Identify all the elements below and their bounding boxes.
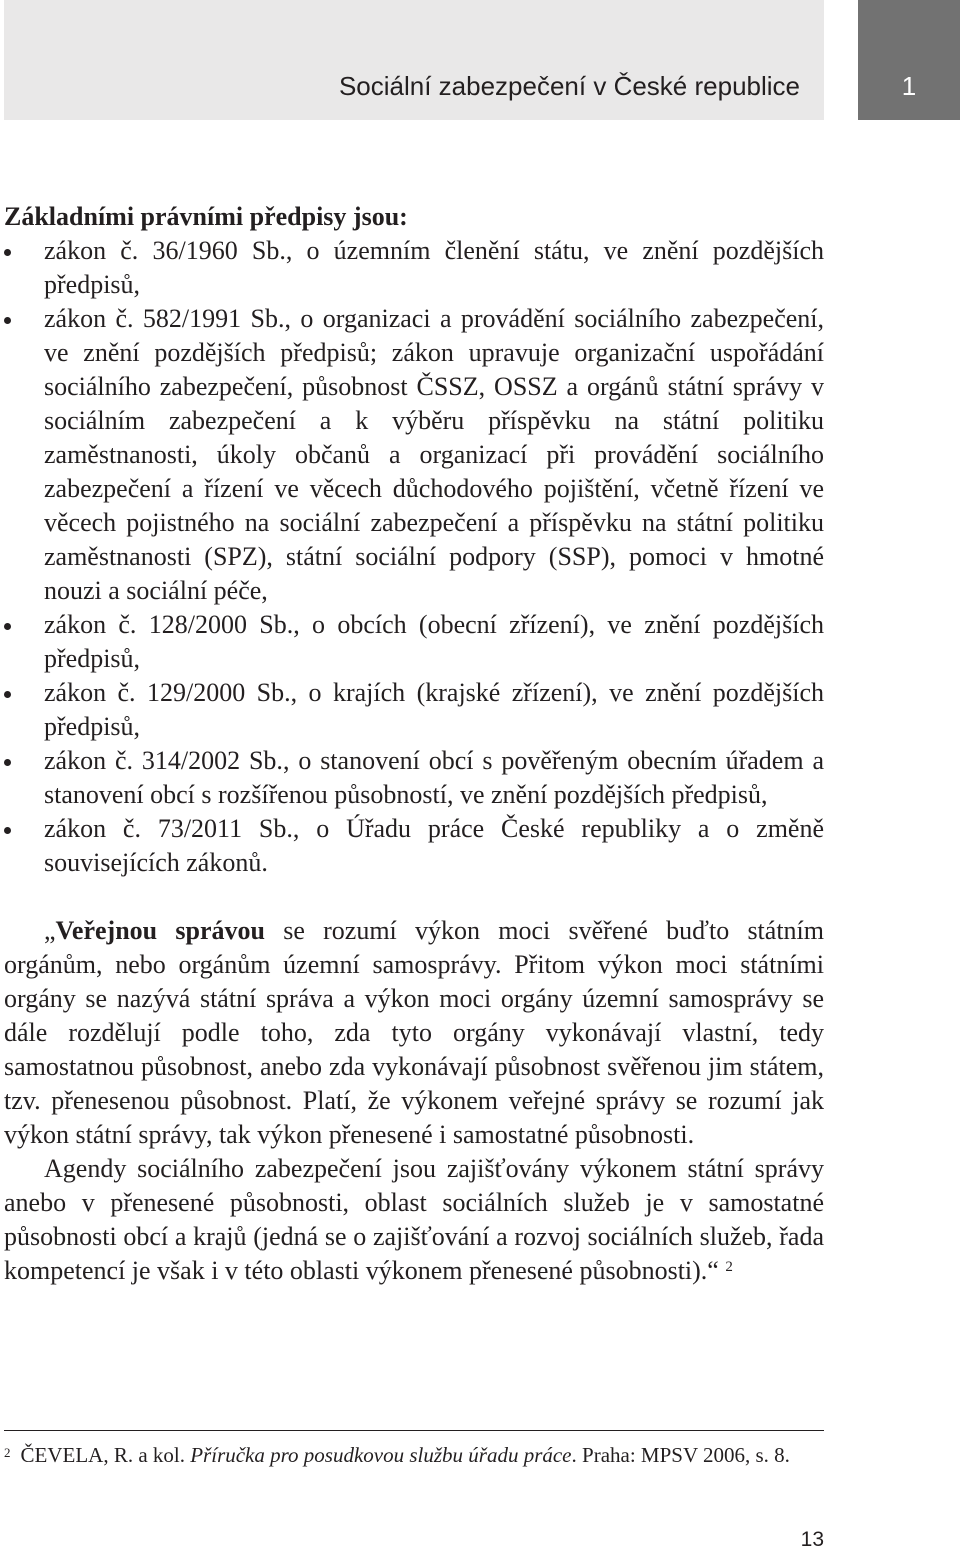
paragraph-text: se rozumí výkon moci svěřené buďto státním orgánům, nebo orgánům územní samosprávy. Přitom výkon moci státními orgány se nazývá státní správa a výkon moci orgány územní samosprávy se dále rozdělují podle toho, zda tyto orgány vykonávají vlastní, tedy samostatnou působnost, anebo zda vykonávají působnost svěřenou jim státem, tzv. přenesenou působnost. Platí, že výkonem veřejné správy se rozumí jak výkon státní správy, tak výkon přenesené i samostatné působnosti.	[4, 916, 824, 1149]
law-description: , o krajích (krajské zřízení), ve znění pozdějších předpisů,	[44, 678, 824, 741]
law-citation: zákon č. 129/2000 Sb.	[44, 678, 291, 707]
law-list	[4, 234, 824, 880]
quote-paragraph-1	[4, 914, 824, 1152]
defined-term: Veřejnou správou	[55, 916, 265, 945]
main-content	[4, 200, 824, 1288]
footnote-divider	[4, 1430, 824, 1431]
law-description: , o obcích (obecní zřízení), ve znění pozdějších předpisů,	[44, 610, 824, 673]
law-description: , o stanovení obcí s pověřeným obecním úřadem a stanovení obcí s rozšířenou působností, ve znění pozdějších předpisů,	[44, 746, 824, 809]
opening-quote-mark: „	[44, 916, 56, 945]
list-item	[4, 812, 824, 880]
running-header	[4, 0, 824, 120]
bullet-icon	[4, 759, 11, 766]
footnote	[4, 1440, 824, 1470]
footnote-title: Příručka pro posudkovou službu úřadu práce	[190, 1443, 572, 1467]
chapter-tab	[858, 0, 960, 120]
bullet-icon	[4, 691, 11, 698]
list-item	[4, 676, 824, 744]
law-citation: zákon č. 128/2000 Sb.	[44, 610, 294, 639]
footnote-number: 2	[4, 1445, 11, 1460]
bullet-icon	[4, 249, 11, 256]
section-heading: Základními právními předpisy jsou:	[4, 202, 408, 231]
footnote-reference[interactable]: 2	[725, 1259, 733, 1275]
page-number: 13	[800, 1528, 824, 1551]
law-description: , o územním členění státu, ve znění pozdějších předpisů,	[44, 236, 824, 299]
quote-paragraph-2	[4, 1152, 824, 1288]
list-item	[4, 234, 824, 302]
footnote-publisher: . Praha: MPSV 2006, s. 8.	[571, 1443, 790, 1467]
list-item	[4, 608, 824, 676]
list-item	[4, 744, 824, 812]
law-citation: zákon č. 582/1991 Sb.	[44, 304, 285, 333]
bullet-icon	[4, 623, 11, 630]
law-citation: zákon č. 73/2011 Sb.	[44, 814, 293, 843]
paragraph-text: Agendy sociálního zabezpečení jsou zajišťovány výkonem státní správy anebo v přenesené působnosti, oblast sociálních služeb je v samostatné působnosti obcí a krajů (jedná se o zajišťování a rozvoj sociálních služeb, řada kompetencí je však i v této oblasti výkonem přenesené působnosti).“	[4, 1154, 824, 1285]
footnote-author: ČEVELA, R. a kol.	[20, 1443, 191, 1467]
law-citation: zákon č. 314/2002 Sb.	[44, 746, 283, 775]
list-item	[4, 302, 824, 608]
law-citation: zákon č. 36/1960 Sb.	[44, 236, 286, 265]
running-header-title: Sociální zabezpečení v České republice	[338, 71, 800, 101]
chapter-number: 1	[901, 71, 917, 101]
bullet-icon	[4, 317, 11, 324]
law-description: , o organizaci a provádění sociálního zabezpečení, ve znění pozdějších předpisů; zákon upravuje organizační uspořádání sociálního zabezpečení, působnost ČSSZ, OSSZ a orgánů státní správy v sociálním zabezpečení a k výběru příspěvku na státní politiku zaměstnanosti, úkoly občanů a organizací při provádění sociálního zabezpečení a řízení ve věcech důchodového pojištění, včetně řízení ve věcech pojistného na sociální zabezpečení a příspěvku na státní politiku zaměstnanosti (SPZ), státní sociální podpory (SSP), pomoci v hmotné nouzi a sociální péče,	[44, 304, 824, 605]
bullet-icon	[4, 827, 11, 834]
law-description: , o Úřadu práce České republiky a o změně souvisejících zákonů.	[44, 814, 824, 877]
